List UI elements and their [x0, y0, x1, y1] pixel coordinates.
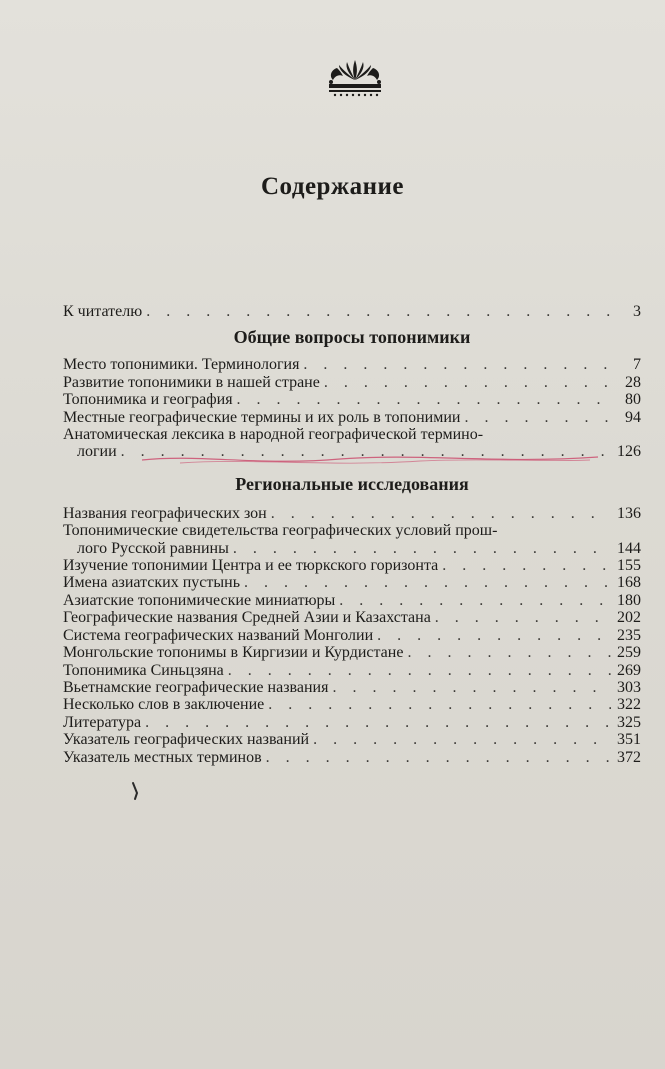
toc-entry[interactable] [63, 644, 641, 661]
toc-entry-title: Имена азиатских пустынь [63, 574, 241, 592]
toc-entry-title: Названия географических зон [63, 504, 267, 522]
dot-leader [442, 557, 611, 574]
dot-leader [332, 679, 611, 696]
toc-page-number: 322 [617, 696, 641, 714]
page-title: Содержание [260, 173, 404, 200]
toc-entry-title: К читателю [63, 303, 143, 320]
toc-page-number: 28 [625, 373, 641, 391]
dot-leader [233, 540, 611, 557]
toc-page-number: 235 [617, 626, 641, 644]
dot-leader [435, 609, 611, 626]
palmette-ornament-icon [325, 56, 385, 98]
dot-leader [268, 696, 611, 713]
dot-leader [266, 749, 611, 766]
table-of-contents [63, 303, 641, 766]
toc-entry[interactable] [63, 592, 641, 609]
toc-entry-title: Топонимика Синьцзяна [63, 661, 224, 679]
toc-entry[interactable] [63, 374, 641, 391]
toc-page-number: 180 [617, 591, 641, 609]
toc-entry[interactable] [63, 609, 641, 626]
toc-entry-title: Изучение топонимии Центра и ее тюркского горизонта [63, 557, 439, 575]
toc-entry[interactable] [63, 627, 641, 644]
dot-leader [377, 627, 611, 644]
toc-page-number: 325 [617, 713, 641, 731]
toc-entry[interactable] [63, 522, 641, 557]
toc-entry-title: Литература [63, 713, 142, 731]
toc-entry-title: Развитие топонимики в нашей стране [63, 373, 320, 391]
toc-page-number: 136 [617, 504, 641, 522]
dot-leader [464, 409, 611, 426]
dot-leader [271, 505, 611, 522]
toc-page-number: 80 [625, 391, 641, 409]
dot-leader [407, 644, 611, 661]
toc-page-number: 94 [625, 408, 641, 426]
toc-entry-intro[interactable] [63, 303, 641, 320]
toc-entry[interactable] [63, 696, 641, 713]
toc-entry[interactable] [63, 574, 641, 591]
toc-entry[interactable] [63, 749, 641, 766]
toc-entry[interactable] [63, 409, 641, 426]
toc-page-number: 144 [617, 539, 641, 557]
toc-entry-title: Топонимические свидетельства географических условий прош- [63, 522, 498, 540]
toc-page-number: 372 [617, 748, 641, 766]
toc-entry[interactable] [63, 557, 641, 574]
dot-leader [324, 374, 611, 391]
dot-leader [146, 303, 611, 320]
dot-leader [303, 356, 611, 373]
dot-leader [237, 391, 611, 408]
toc-entry-title: Вьетнамские географические названия [63, 678, 329, 696]
dot-leader [228, 662, 611, 679]
toc-entry-title: Место топонимики. Терминология [63, 356, 300, 374]
toc-entry-title: Указатель географических названий [63, 731, 310, 749]
toc-entry-title: Анатомическая лексика в народной географической термино- [63, 426, 484, 444]
toc-entry[interactable] [63, 714, 641, 731]
toc-entry-title: Система географических названий Монголии [63, 626, 374, 644]
section-heading-regional: Региональные исследования [235, 473, 469, 494]
toc-page-number: 351 [617, 731, 641, 749]
toc-entry-title: Топонимика и география [63, 391, 233, 409]
toc-page-number: 168 [617, 574, 641, 592]
toc-entry-title: Местные географические термины и их роль в топонимии [63, 408, 461, 426]
dot-leader [339, 592, 611, 609]
toc-entry-title: Несколько слов в заключение [63, 696, 265, 714]
dot-leader [145, 714, 611, 731]
toc-page-number: 303 [617, 678, 641, 696]
toc-entry[interactable] [63, 391, 641, 408]
toc-page-number: 155 [617, 557, 641, 575]
toc-entry-title-continued: лого Русской равнины [77, 539, 229, 557]
toc-page-number: 3 [633, 303, 641, 320]
toc-entry-title: Азиатские топонимические миниатюры [63, 591, 336, 609]
toc-page-number: 259 [617, 644, 641, 662]
toc-entry[interactable] [63, 356, 641, 373]
toc-entry[interactable] [63, 662, 641, 679]
toc-entry-title: Указатель местных терминов [63, 748, 262, 766]
toc-entry-title: Географические названия Средней Азии и Казахстана [63, 609, 431, 627]
toc-page-number: 126 [617, 443, 641, 461]
toc-page-number: 7 [633, 356, 641, 374]
toc-entry[interactable] [63, 505, 641, 522]
pencil-underline-mark [140, 450, 600, 470]
toc-entry[interactable] [63, 679, 641, 696]
toc-page-number: 269 [617, 661, 641, 679]
toc-entry-title-continued: логии [77, 443, 117, 461]
toc-page-number: 202 [617, 609, 641, 627]
toc-entry[interactable] [63, 731, 641, 748]
toc-entry-title: Монгольские топонимы в Киргизии и Курдистане [63, 644, 404, 662]
dot-leader [244, 574, 611, 591]
pen-tick-mark [130, 781, 142, 801]
dot-leader [313, 731, 611, 748]
section-heading-general: Общие вопросы топонимики [233, 327, 471, 348]
